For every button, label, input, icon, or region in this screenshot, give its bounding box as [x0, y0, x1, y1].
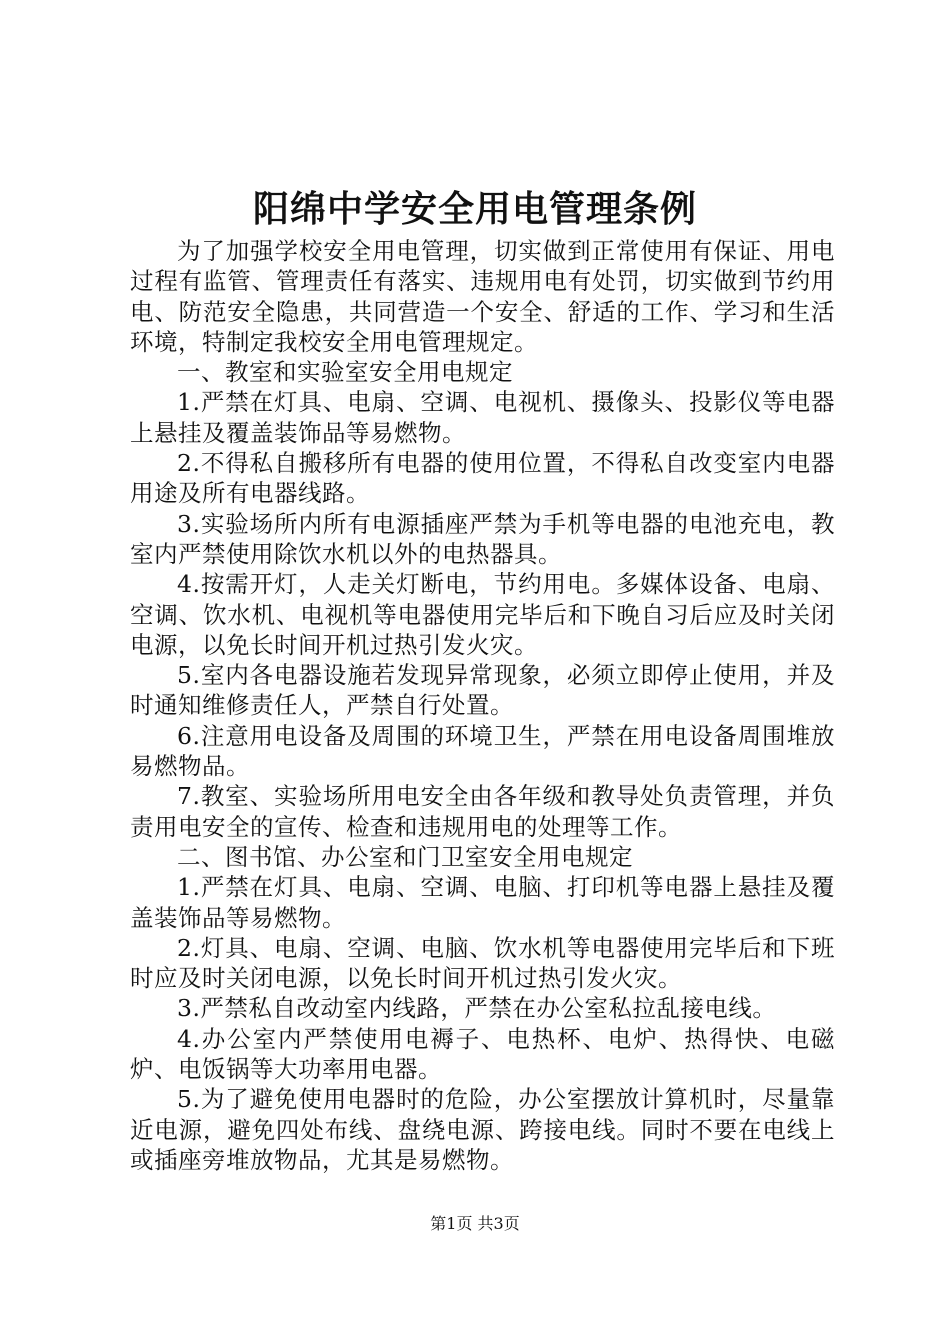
rule-item: 5.为了避免使用电器时的危险，办公室摆放计算机时，尽量靠近电源，避免四处布线、盘绕电源、跨接电线。同时不要在电线上或插座旁堆放物品，尤其是易燃物。	[130, 1085, 835, 1174]
rule-item: 6.注意用电设备及周围的环境卫生，严禁在用电设备周围堆放易燃物品。	[130, 721, 835, 781]
section-heading-library-office: 二、图书馆、办公室和门卫室安全用电规定	[177, 842, 633, 871]
document-title: 阳绵中学安全用电管理条例	[252, 189, 697, 230]
rule-item: 4.办公室内严禁使用电褥子、电热杯、电炉、热得快、电磁炉、电饭锅等大功率用电器。	[130, 1024, 835, 1084]
rule-item: 7.教室、实验场所用电安全由各年级和教导处负责管理，并负责用电安全的宣传、检查和违规用电的处理等工作。	[130, 782, 835, 841]
rule-item: 1.严禁在灯具、电扇、空调、电脑、打印机等电器上悬挂及覆盖装饰品等易燃物。	[130, 873, 835, 932]
page-footer: 第1页 共3页	[430, 1214, 520, 1233]
rule-item: 1.严禁在灯具、电扇、空调、电视机、摄像头、投影仪等电器上悬挂及覆盖装饰品等易燃物。	[130, 388, 835, 447]
rule-item: 3.严禁私自改动室内线路，严禁在办公室私拉乱接电线。	[177, 994, 777, 1023]
rule-item: 3.实验场所内所有电源插座严禁为手机等电器的电池充电，教室内严禁使用除饮水机以外的电热器具。	[130, 509, 835, 568]
rule-item: 4.按需开灯，人走关灯断电，节约用电。多媒体设备、电扇、空调、饮水机、电视机等电器使用完毕后和下晚自习后应及时关闭电源，以免长时间开机过热引发火灾。	[130, 570, 835, 659]
intro-paragraph: 为了加强学校安全用电管理，切实做到正常使用有保证、用电过程有监管、管理责任有落实、违规用电有处罚，切实做到节约用电、防范安全隐患，共同营造一个安全、舒适的工作、学习和生活环境，特制定我校安全用电管理规定。	[130, 237, 835, 356]
section-heading-classroom-lab: 一、教室和实验室安全用电规定	[177, 358, 513, 387]
rule-item: 2.灯具、电扇、空调、电脑、饮水机等电器使用完毕后和下班时应及时关闭电源，以免长时间开机过热引发火灾。	[130, 933, 835, 993]
document-body	[130, 236, 835, 1175]
rule-item: 2.不得私自搬移所有电器的使用位置，不得私自改变室内电器用途及所有电器线路。	[130, 449, 835, 508]
rule-item: 5.室内各电器设施若发现异常现象，必须立即停止使用，并及时通知维修责任人，严禁自行处置。	[130, 661, 835, 720]
